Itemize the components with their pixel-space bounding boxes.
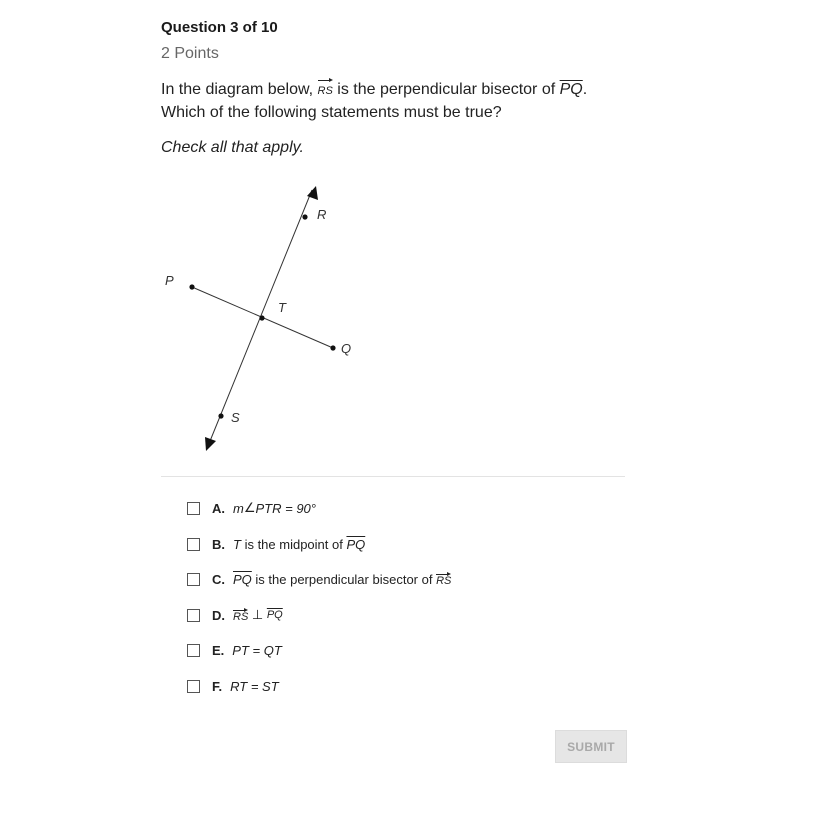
question-points: 2 Points	[161, 45, 219, 62]
option-b-mid: is the midpoint of	[240, 536, 347, 552]
arrow-s-icon	[205, 437, 216, 451]
point-t	[259, 315, 264, 320]
checkbox-a[interactable]	[187, 502, 200, 515]
question-text-part3: .	[582, 81, 588, 98]
angle-icon: ∠	[243, 500, 256, 515]
option-d[interactable]	[187, 605, 283, 625]
option-b-pq: $\overline{PQ}$	[346, 536, 366, 552]
perpendicular-icon: ⊥	[248, 607, 267, 622]
question-number: Question 3 of 10	[161, 19, 278, 36]
option-letter: D.	[212, 607, 225, 623]
option-c-rs: RS	[436, 572, 451, 587]
point-q	[330, 345, 335, 350]
option-letter: B.	[212, 536, 225, 552]
option-b-t: T	[233, 536, 241, 552]
option-letter: F.	[212, 678, 223, 694]
option-letter: C.	[212, 571, 225, 587]
question-text-part2: is the perpendicular bisector of	[332, 81, 560, 98]
label-q: Q	[341, 341, 352, 356]
question-text-part1: In the diagram below,	[161, 81, 318, 98]
checkbox-d[interactable]	[187, 609, 200, 622]
question-text	[161, 78, 641, 123]
option-a-rest: PTR = 90°	[255, 500, 316, 516]
segment-pq: $\overline{PQ}$	[559, 81, 583, 98]
option-letter: E.	[212, 642, 225, 658]
label-r: R	[317, 207, 327, 222]
question-text-line2: Which of the following statements must be true?	[161, 104, 502, 121]
option-e[interactable]	[187, 640, 282, 660]
option-letter: A.	[212, 500, 225, 516]
option-c[interactable]	[187, 569, 451, 589]
geometry-diagram	[150, 178, 370, 458]
label-s: S	[231, 410, 240, 425]
option-d-pq: $\overline{PQ}$	[266, 609, 283, 621]
label-t: T	[278, 300, 286, 315]
point-r	[302, 214, 307, 219]
option-e-text: PT = QT	[232, 642, 282, 658]
checkbox-b[interactable]	[187, 538, 200, 551]
label-p: P	[165, 273, 174, 288]
option-b[interactable]	[187, 534, 365, 554]
option-d-rs: RS	[233, 608, 248, 623]
option-a[interactable]	[187, 498, 316, 518]
point-p	[189, 284, 194, 289]
checkbox-e[interactable]	[187, 644, 200, 657]
option-a-m: m	[233, 500, 244, 516]
checkbox-c[interactable]	[187, 573, 200, 586]
ray-rs: RS	[318, 78, 333, 102]
option-f-text: RT = ST	[230, 678, 279, 694]
checkbox-f[interactable]	[187, 680, 200, 693]
point-s	[218, 413, 223, 418]
option-c-mid: is the perpendicular bisector of	[251, 571, 437, 587]
submit-button[interactable]: SUBMIT	[555, 730, 627, 763]
divider	[161, 476, 625, 477]
instruction-text: Check all that apply.	[161, 139, 304, 156]
option-c-pq: $\overline{PQ}$	[233, 571, 252, 587]
option-f[interactable]	[187, 676, 279, 696]
